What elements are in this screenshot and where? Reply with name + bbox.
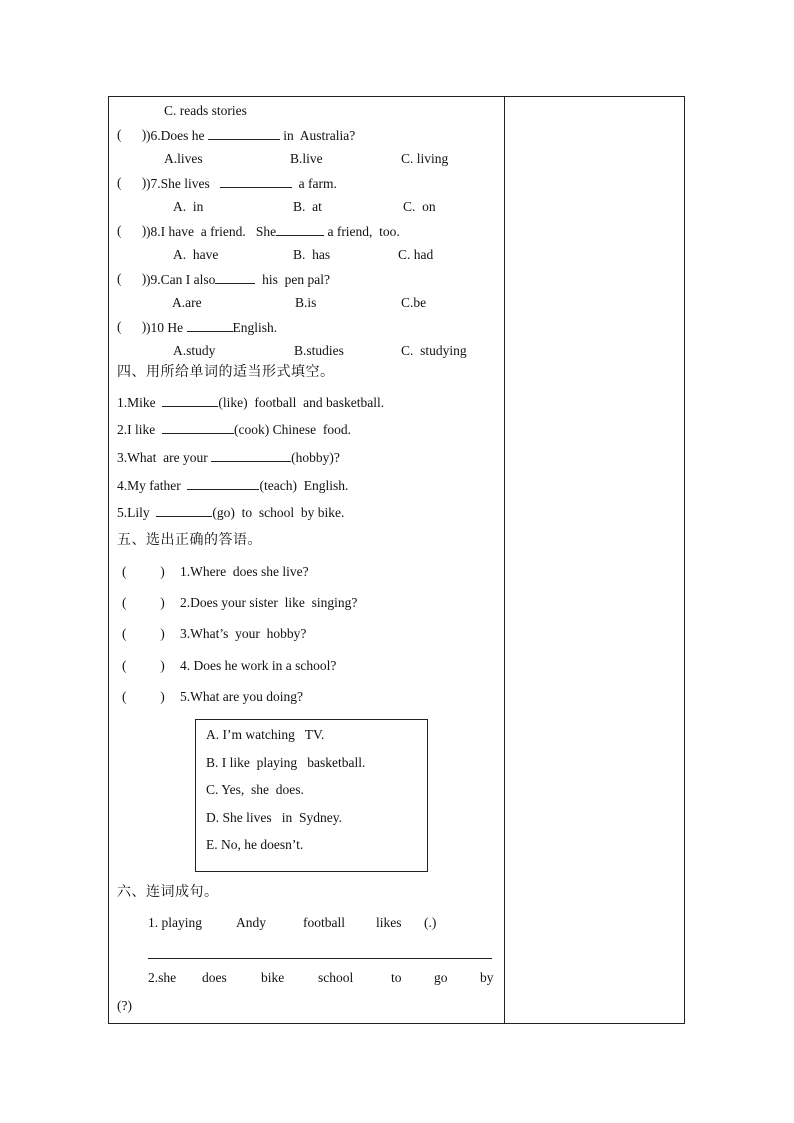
q6-option-c: C. living [401,151,449,166]
s6-q1-word: likes [376,915,402,930]
q6-option-b: B.live [290,151,323,166]
sec4-item-1-pre: 1.Mike [117,395,156,410]
q9-answer-paren[interactable]: ( ) [117,271,147,286]
sec4-item-4-pre: 4.My father [117,478,181,493]
q10-suffix: English. [232,320,278,335]
s6-q1-word: football [303,915,345,930]
s6-q1-word: Andy [236,915,266,930]
section6-heading: 六、连词成句。 [117,884,219,900]
q10-stem [146,319,277,336]
answer-option-c: C. Yes, she does. [206,782,304,797]
q9-option-a: A.are [172,295,202,310]
column-divider [504,96,505,1024]
s6-q2-word: by [480,970,494,985]
q8-option-c: C. had [398,247,434,262]
s6-q2-word: 2.she [148,970,177,985]
sec4-item-3 [117,449,340,466]
s6-q1-punct: (.) [424,915,437,930]
sec5-question-2: 2.Does your sister like singing? [180,595,358,610]
s6-q2-word: does [202,970,227,985]
q10-option-c: C. studying [401,343,467,358]
sec4-item-5-post: (go) to school by bike. [212,505,345,520]
q6-answer-paren[interactable]: ( ) [117,127,147,142]
q5-option-c: C. reads stories [164,103,247,118]
q7-option-a: A. in [173,199,204,214]
section4-heading: 四、用所给单词的适当形式填空。 [117,364,335,380]
sec4-item-2-post: (cook) Chinese food. [234,422,351,437]
answer-option-d: D. She lives in Sydney. [206,810,342,825]
q6-prefix: )6.Does he [146,128,205,143]
sec4-item-3-pre: 3.What are your [117,450,208,465]
q7-stem [146,175,337,192]
q10-prefix: )10 He [146,320,184,335]
sec4-item-1-post: (like) football and basketball. [218,395,385,410]
sec4-item-5 [117,504,344,521]
s6-q2-word: go [434,970,448,985]
q6-blank[interactable] [208,127,280,140]
q7-prefix: )7.She lives [146,176,210,191]
answer-option-b: B. I like playing basketball. [206,755,366,770]
sec4-item-4-post: (teach) English. [259,478,349,493]
sec4-item-1 [117,394,384,411]
sec5-paren-4[interactable]: ( ) [122,658,165,673]
q8-answer-paren[interactable]: ( ) [117,223,147,238]
sec4-item-5-blank[interactable] [156,504,212,517]
s6-q2-word: school [318,970,354,985]
sec4-item-2-blank[interactable] [162,421,234,434]
q9-stem [146,271,330,288]
sec5-paren-2[interactable]: ( ) [122,595,165,610]
s6-q1-answer-line[interactable] [148,958,492,959]
sec4-item-3-blank[interactable] [211,449,291,462]
q7-answer-paren[interactable]: ( ) [117,175,147,190]
q10-option-b: B.studies [294,343,344,358]
s6-q1-word: 1. playing [148,915,202,930]
sec5-question-5: 5.What are you doing? [180,689,303,704]
q7-option-c: C. on [403,199,436,214]
s6-q2-punct: (?) [117,998,132,1013]
sec4-item-3-post: (hobby)? [291,450,340,465]
q8-suffix: a friend, too. [327,224,400,239]
sec4-item-5-pre: 5.Lily [117,505,150,520]
q10-answer-paren[interactable]: ( ) [117,319,147,334]
q9-suffix: his pen pal? [262,272,330,287]
sec4-item-2-pre: 2.I like [117,422,156,437]
q7-blank[interactable] [220,175,292,188]
q9-option-b: B.is [295,295,317,310]
answer-option-e: E. No, he doesn’t. [206,837,304,852]
sec4-item-2 [117,421,351,438]
q7-option-b: B. at [293,199,322,214]
sec5-paren-3[interactable]: ( ) [122,626,165,641]
q6-suffix: in Australia? [283,128,356,143]
q8-option-b: B. has [293,247,331,262]
sec5-paren-5[interactable]: ( ) [122,689,165,704]
s6-q2-word: to [391,970,402,985]
q10-blank[interactable] [187,319,233,332]
sec5-question-4: 4. Does he work in a school? [180,658,337,673]
sec4-item-4 [117,477,348,494]
q9-option-c: C.be [401,295,427,310]
q8-option-a: A. have [173,247,219,262]
q10-option-a: A.study [173,343,216,358]
sec5-question-1: 1.Where does she live? [180,564,309,579]
answer-option-a: A. I’m watching TV. [206,727,325,742]
q6-stem [146,127,355,144]
q8-prefix: )8.I have a friend. She [146,224,277,239]
q8-blank[interactable] [276,223,324,236]
sec4-item-4-blank[interactable] [187,477,259,490]
q7-suffix: a farm. [298,176,337,191]
q9-prefix: )9.Can I also [146,272,216,287]
s6-q2-word: bike [261,970,285,985]
q9-blank[interactable] [215,271,255,284]
sec5-paren-1[interactable]: ( ) [122,564,165,579]
q8-stem [146,223,400,240]
q6-option-a: A.lives [164,151,203,166]
sec5-question-3: 3.What’s your hobby? [180,626,307,641]
section5-heading: 五、选出正确的答语。 [117,532,262,548]
sec4-item-1-blank[interactable] [162,394,218,407]
